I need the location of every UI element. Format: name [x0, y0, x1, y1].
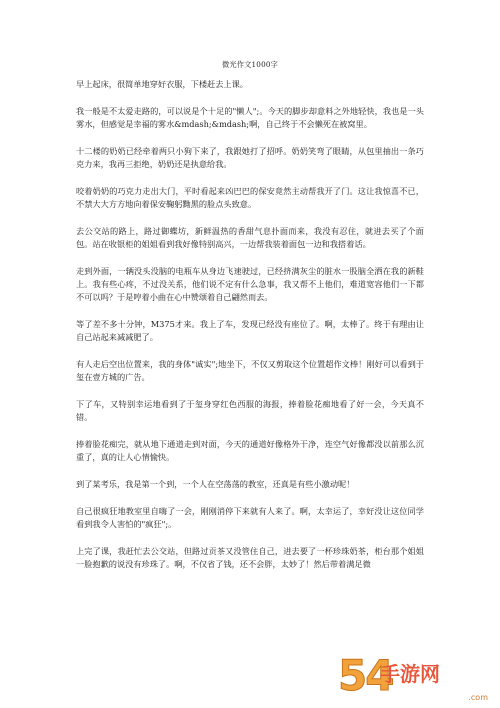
watermark-logo-text: 手游网	[380, 662, 440, 686]
paragraph: 去公交站的路上，路过御蝶坊，新鲜温热的香甜气息扑面而来，我没有忍住，就进去买了个面包。站在收银柜的姐姐看到我好像特别高兴，一边帮我装着面包一边和我搭着话。	[76, 226, 424, 249]
paragraph: 咬着奶奶的巧克力走出大门，平时看起来凶巴巴的保安竟然主动帮我开了门。这让我惊喜不已，不禁大大方方地向着保安鞠躬黝黑的脸点头致意。	[76, 186, 424, 209]
document-title: 微光作文1000字	[221, 60, 279, 69]
paragraph: 捧着脸花痴完，就从地下通道走到对面，今天的通道好像格外干净，连空气好像都没以前那么沉重了，真的让人心情愉快。	[76, 439, 424, 462]
paragraph: 下了车，又特别幸运地看到了于玺身穿红色西服的海报，捧着脸花痴地看了好一会，今天真不错。	[76, 399, 424, 422]
paragraph: 等了差不多十分钟，M375才来。我上了车，发现已经没有座位了。啊，太棒了。终于有理由让自己站起来减减肥了。	[76, 319, 424, 342]
paragraph: 十二楼的奶奶已经牵着两只小狗下来了，我跟她打了招呼。奶奶笑弯了眼睛，从包里抽出一条巧克力来，我再三拒绝，奶奶还是执意给我。	[76, 146, 424, 169]
site-watermark-logo	[338, 650, 494, 704]
paragraph: 自己很疯狂地教室里自嗨了一会，刚刚消停下来就有人来了。啊，太幸运了，幸好没让这位同学看到我令人害怕的"疯狂";。	[76, 506, 424, 529]
watermark-url: .com	[468, 693, 488, 702]
paragraph: 早上起床，很简单地穿好衣服，下楼赶去上课。	[76, 79, 248, 89]
paragraph: 我一般是不太爱走路的，可以说是个十足的"懒人";。今天的脚步却意料之外地轻快，我也是一头雾水，但感觉是幸福的雾水&mdash;&mdash;啊，自己终于不会懒死在被窝里。	[76, 106, 424, 129]
paragraph: 到了某考乐，我是第一个到，一个人在空荡荡的教室，还真是有些小激动呢！	[76, 479, 355, 489]
paragraph: 上完了课，我赶忙去公交站，但路过贡茶又没管住自己，进去要了一杯珍珠奶茶，柜台那个姐姐一脸抱歉的说没有珍珠了。啊，不仅省了钱，还不会胖，太妙了！然后带着满足微	[76, 546, 424, 569]
paragraph: 有人走后空出位置来，我的身体"诚实";地坐下，不仅又剪取这个位置超作文棒！刚好可以看到于玺在壹方城的广告。	[76, 359, 424, 382]
paragraph: 走到外面，一辆没头没脑的电瓶车从身边飞速驶过，已经挤满灰尘的脏水一股脑全洒在我的新鞋上。我有些心疼，不过没关系，他们说不定有什么急事，我又帮不上他们，难道宽容他们一下都不可以吗？于是哼着小曲在心中赞颂着自己翩然而去。	[76, 266, 424, 302]
watermark-digits: 54	[338, 651, 393, 700]
